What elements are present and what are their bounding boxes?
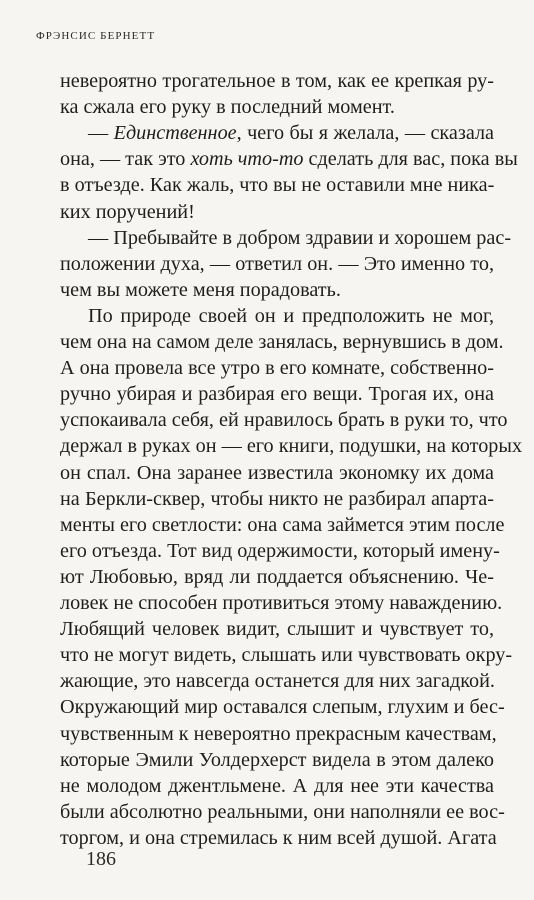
text-line: на Беркли-сквер, чтобы никто не разбирал апарта- xyxy=(60,487,494,510)
italic-phrase: хоть что-то xyxy=(190,148,304,171)
text-line: Любящий человек видит, слышит и чувствует то, xyxy=(60,618,494,641)
text-line: ка сжала его руку в последний момент. xyxy=(60,96,395,119)
text-run: сделать для вас, пока вы xyxy=(303,148,518,171)
text-line: положении духа, — ответил он. — Это именно то, xyxy=(60,252,494,275)
text-line: ких поручений! xyxy=(60,200,195,223)
text-line: успокаивала себя, ей нравилось брать в руки то, что xyxy=(60,409,508,432)
text-line xyxy=(60,146,518,172)
text-line: чувственным к невероятно прекрасным качествам, xyxy=(60,722,497,745)
text-line: что не могут видеть, слышать или чувствовать окру- xyxy=(60,644,513,667)
text-line: торгом, и она стремилась к ним всей душой. Агата xyxy=(60,826,497,849)
text-line: не молодом джентльмене. А для нее эти качества xyxy=(60,774,494,797)
text-line: чем вы можете меня порадовать. xyxy=(60,278,341,301)
text-line: держал в руках он — его книги, подушки, на которых xyxy=(60,435,523,458)
page-number: 186 xyxy=(86,848,116,870)
text-line: были абсолютно реальными, они наполняли ее вос- xyxy=(60,800,505,823)
text-line: он спал. Она заранее известила экономку их дома xyxy=(60,461,494,484)
italic-phrase: Единственное xyxy=(113,122,237,145)
text-line: менты его светлости: она сама займется этим после xyxy=(60,513,505,536)
text-line: ручно убирая и разбирая его вещи. Трогая их, она xyxy=(60,383,494,406)
text-line: которые Эмили Уолдерхерст видела в этом далеко xyxy=(60,748,494,771)
text-line xyxy=(60,120,494,146)
text-line: чем она на самом деле занялась, вернувшись в дом. xyxy=(60,331,504,353)
text-line: А она провела все утро в его комнате, собственно- xyxy=(60,357,494,380)
text-line: в отъезде. Как жаль, что вы не оставили мне ника- xyxy=(60,174,495,197)
text-line: ют Любовью, вряд ли поддается объяснению. Че- xyxy=(60,565,494,588)
text-line: — Пребывайте в добром здравии и хорошем рас- xyxy=(88,226,512,249)
text-run: , чего бы я желала, — сказала xyxy=(236,122,495,145)
text-line: жающие, это навсегда останется для них загадкой. xyxy=(60,670,495,693)
text-line: По природе своей он и предположить не мог, xyxy=(88,304,494,327)
text-run: она, — так это xyxy=(60,148,191,171)
text-line: Окружающий мир оставался слепым, глухим и бес- xyxy=(60,696,505,719)
text-line: ловек не способен противиться этому наваждению. xyxy=(60,592,503,614)
text-run: — xyxy=(88,122,114,145)
running-head: ФРЭНСИС БЕРНЕТТ xyxy=(36,30,156,42)
text-line: его отъезда. Тот вид одержимости, который имену- xyxy=(60,539,500,562)
text-line: невероятно трогательное в том, как ее крепкая ру- xyxy=(60,70,494,92)
